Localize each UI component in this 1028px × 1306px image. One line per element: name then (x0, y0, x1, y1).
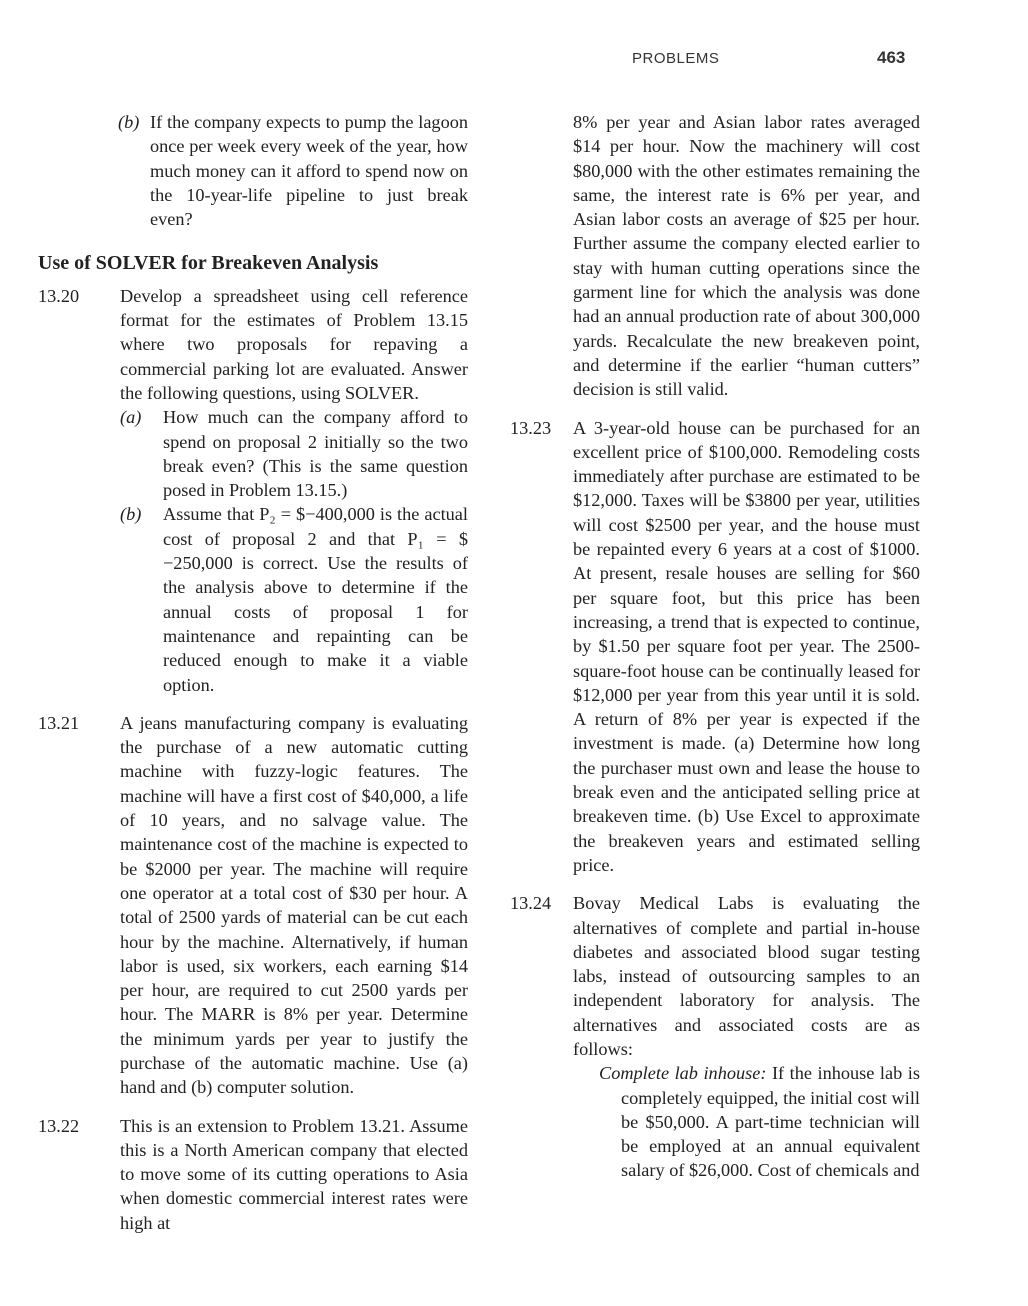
sub-title: Complete lab inhouse: (599, 1063, 767, 1084)
problem-13-23 (510, 416, 920, 878)
page-number: 463 (877, 48, 906, 67)
problem-number: 13.22 (38, 1115, 80, 1136)
problem-13-24 (510, 891, 920, 1061)
right-column (510, 110, 920, 1183)
problem-text: A jeans manufacturing company is evaluating the purchase of a new automatic cutting machine with fuzzy-logic features. The machine will have a first cost of $40,000, a life of 10 years, and no salvage value. The maintenance cost of the machine is expected to be $2000 per year. The machine will require one operator at a total cost of $30 per hour. A total of 2500 yards of material can be cut each hour by the machine. Alternatively, if human labor is used, six workers, each earning $14 per hour, are required to cut 2500 yards per hour. The MARR is 8% per year. Determine the minimum yards per year to justify the purchase of the automatic machine. Use (a) hand and (b) computer solution. (120, 712, 468, 1098)
part-text: If the company expects to pump the lagoon once per week every week of the year, how much money can it afford to spend now on the 10-year-life pipeline to just break even? (150, 112, 468, 230)
problem-text: Develop a spreadsheet using cell reference format for the estimates of Problem 13.15 where two proposals for repaving a commercial parking lot are evaluated. Answer the following questions, using SOLVER. (120, 285, 468, 403)
problem-number: 13.23 (510, 417, 552, 438)
problem-text: Bovay Medical Labs is evaluating the alternatives of complete and partial in-house diabetes and associated blood sugar testing labs, instead of outsourcing samples to an independent laboratory for analysis. The alternatives and associated costs are as follows: (573, 893, 920, 1059)
problem-13-24-sub (510, 1061, 920, 1182)
part-label: (a) (120, 407, 142, 428)
running-header-title: PROBLEMS (632, 50, 720, 67)
sub-text: If the inhouse lab is completely equipped, the initial cost will be $50,000. A part-time technician will be employed at an annual equivalent salary of $26,000. Cost of chemicals and (621, 1063, 920, 1181)
problem-text: 8% per year and Asian labor rates averaged $14 per hour. Now the machinery will cost $80,000 with the other estimates remaining the same, the interest rate is 6% per year, and Asian labor costs an average of $25 per hour. Further assume the company elected earlier to stay with human cutting operations since the garment line for which the analysis was done had an annual production rate of about 300,000 yards. Recalculate the new breakeven point, and determine if the earlier “human cutters” decision is still valid. (573, 112, 920, 400)
part-b-prev (38, 110, 468, 231)
problem-13-22-continued (510, 110, 920, 402)
problem-number: 13.24 (510, 893, 552, 914)
problem-number: 13.21 (38, 712, 80, 733)
problem-13-20-a (38, 405, 468, 502)
problem-13-20-b (38, 502, 468, 696)
part-text: Assume that P₂ = $−400,000 is the actual cost of proposal 2 and that P₁ = $−250,000 is correct. Use the results of the analysis above to determine if the annual costs of proposal 1 for maintenance and repainting can be reduced enough to make it a viable option. (163, 504, 468, 695)
problem-13-22 (38, 1114, 468, 1235)
part-text: How much can the company afford to spend on proposal 2 initially so the two break even? (This is the same question posed in Problem 13.15.) (163, 407, 468, 501)
part-label: (b) (118, 112, 140, 132)
left-column (38, 110, 468, 1235)
problem-13-20 (38, 284, 468, 405)
problem-text: This is an extension to Problem 13.21. Assume this is a North American company that elected to move some of its cutting operations to Asia when domestic commercial interest rates were high at (120, 1115, 468, 1233)
part-label: (b) (120, 504, 142, 525)
section-heading: Use of SOLVER for Breakeven Analysis (38, 252, 379, 275)
problem-text: A 3-year-old house can be purchased for an excellent price of $100,000. Remodeling costs immediately after purchase are estimated to be $12,000. Taxes will be $3800 per year, utilities will cost $2500 per year, and the house must be repainted every 6 years at a cost of $1000. At present, resale houses are selling for $60 per square foot, but this price has been increasing, a trend that is expected to continue, by $1.50 per square foot per year. The 2500-square-foot house can be continually leased for $12,000 per year from this year until it is sold. A return of 8% per year is expected if the investment is made. (a) Determine how long the purchaser must own and lease the house to break even and the anticipated selling price at breakeven time. (b) Use Excel to approximate the breakeven years and estimated selling price. (573, 417, 920, 875)
problem-13-21 (38, 711, 468, 1100)
problem-number: 13.20 (38, 285, 80, 306)
